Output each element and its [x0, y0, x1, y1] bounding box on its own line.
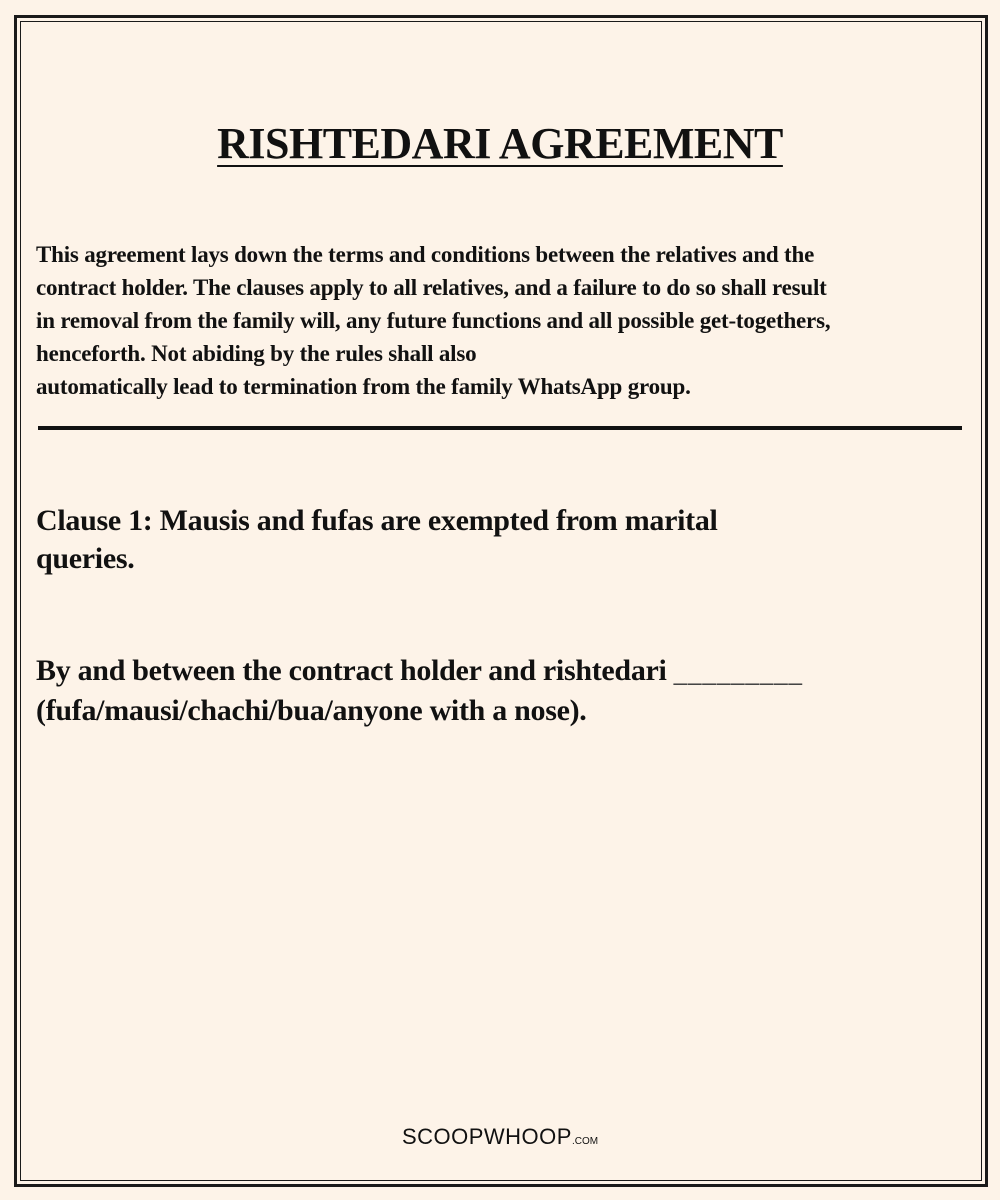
- parties-line-2: (fufa/mausi/chachi/bua/anyone with a nose).: [36, 694, 587, 727]
- clause-line: Clause 1: Mausis and fufas are exempted from marital: [36, 504, 718, 537]
- clause-1: [36, 502, 936, 578]
- document-title: [0, 118, 1000, 170]
- fill-in-blank: _________: [673, 659, 803, 686]
- scoopwhoop-logo: [0, 1124, 1000, 1150]
- inner-border: [20, 21, 982, 1181]
- intro-paragraph: [36, 238, 966, 403]
- intro-line: automatically lead to termination from the family WhatsApp group.: [36, 374, 691, 399]
- parties-line-1: [36, 652, 956, 692]
- clause-line: queries.: [36, 542, 135, 575]
- intro-line: henceforth. Not abiding by the rules shall also: [36, 341, 477, 366]
- parties-text: By and between the contract holder and rishtedari: [36, 654, 667, 687]
- logo-main-text: SCOOPWHOOP: [401, 1124, 572, 1149]
- intro-line: in removal from the family will, any future functions and all possible get-togethers,: [36, 308, 831, 333]
- parties-statement: [36, 652, 956, 730]
- intro-line: contract holder. The clauses apply to all relatives, and a failure to do so shall result: [36, 275, 827, 300]
- logo-suffix-text: .COM: [571, 1136, 599, 1147]
- intro-line: This agreement lays down the terms and conditions between the relatives and the: [36, 242, 815, 267]
- section-divider: [38, 426, 962, 430]
- document-title-text: RISHTEDARI AGREEMENT: [217, 119, 783, 168]
